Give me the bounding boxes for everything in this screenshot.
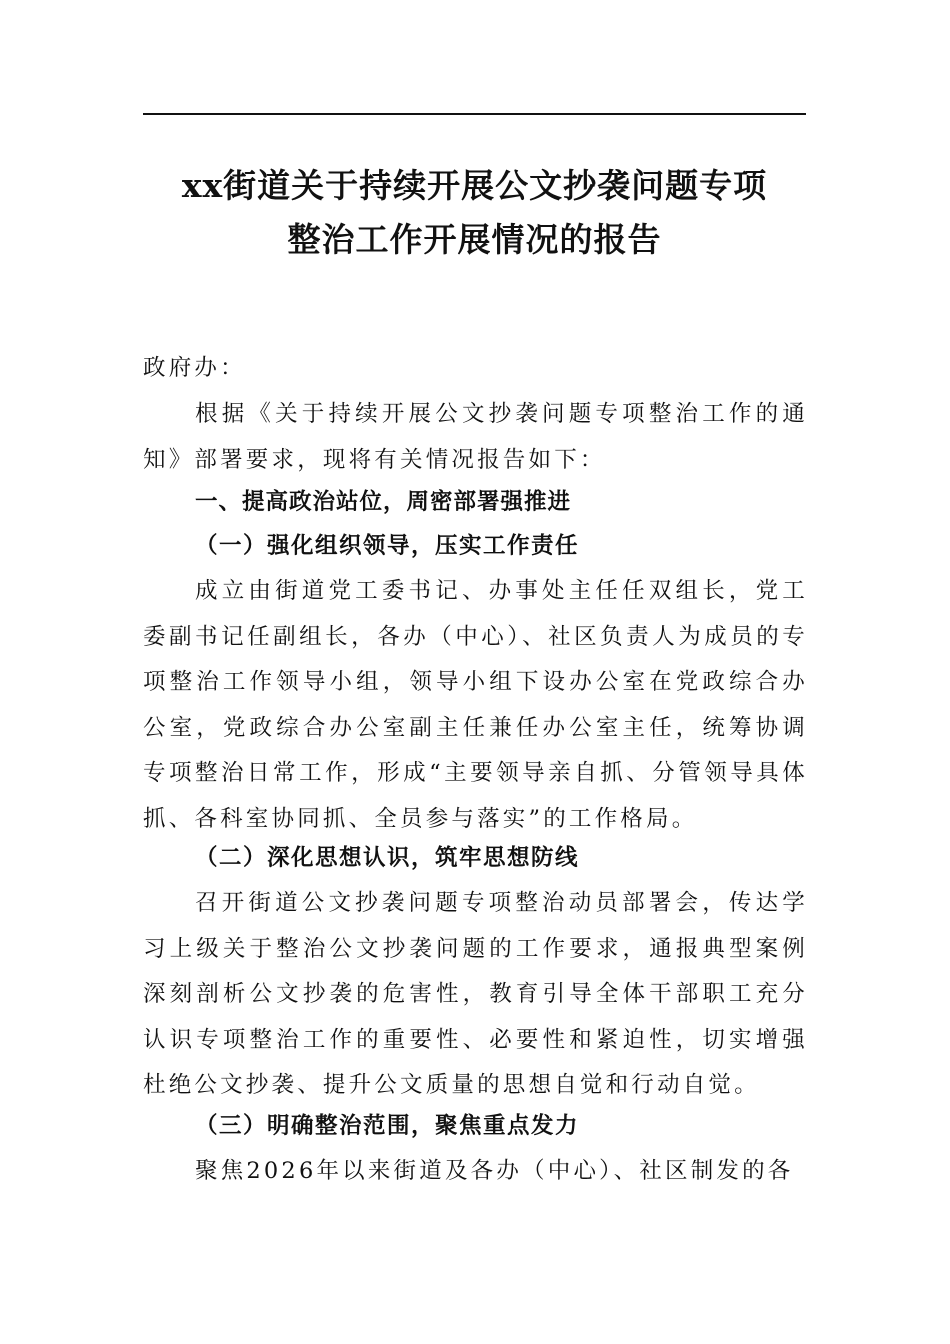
subsection-paragraph-2: 召开街道公文抄袭问题专项整治动员部署会，传达学习上级关于整治公文抄袭问题的工作要求，通报典型案例深刻剖析公文抄袭的危害性，教育引导全体干部职工充分认识专项整治工作的重要性、必要性和紧迫性，切实增强杜绝公文抄袭、提升公文质量的思想自觉和行动自觉。 bbox=[143, 890, 808, 1099]
subsection-paragraph-3: 聚焦2026年以来街道及各办（中心）、社区制发的各 bbox=[195, 1158, 794, 1184]
subsection-heading-2: （二）深化思想认识，筑牢思想防线 bbox=[195, 845, 580, 871]
subsection-heading-3: （三）明确整治范围，聚焦重点发力 bbox=[195, 1113, 580, 1139]
section-heading-1: 一、提高政治站位，周密部署强推进 bbox=[195, 489, 572, 515]
subsection-paragraph-1: 成立由街道党工委书记、办事处主任任双组长，党工委副书记任副组长，各办（中心）、社区负责人为成员的专项整治工作领导小组，领导小组下设办公室在党政综合办公室，党政综合办公室副主任兼任办公室主任，统筹协调专项整治日常工作，形成“主要领导亲自抓、分管领导具体抓、各科室协同抓、全员参与落实”的工作格局。 bbox=[143, 578, 808, 832]
intro-paragraph: 根据《关于持续开展公文抄袭问题专项整治工作的通知》部署要求，现将有关情况报告如下： bbox=[143, 401, 808, 473]
header-rule bbox=[143, 113, 806, 115]
document-title-line-1: xx街道关于持续开展公文抄袭问题专项 bbox=[181, 166, 768, 205]
subsection-heading-1: （一）强化组织领导，压实工作责任 bbox=[195, 533, 580, 559]
document-title-line-2: 整治工作开展情况的报告 bbox=[287, 220, 662, 259]
salutation: 政府办： bbox=[143, 355, 246, 381]
